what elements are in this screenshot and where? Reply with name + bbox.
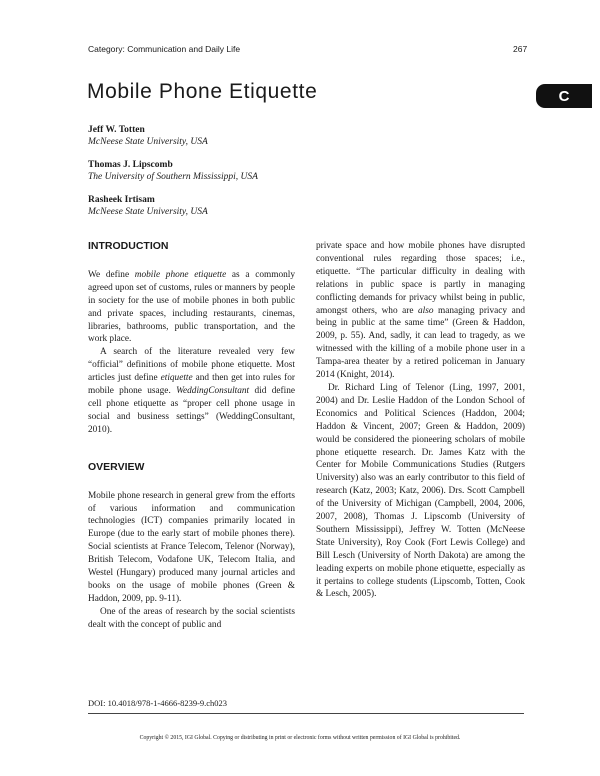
section-tab: C bbox=[536, 84, 592, 108]
right-paragraph-1: private space and how mobile phones have disrupted conventional rules regarding those spaces; i.e., etiquette. “The particular difficulty in dealing with relations in public space is partly in managing conflicting demands for privacy whilst being in public, amongst others, who are also managing privacy and being in public at the same time” (Green & Haddon, 2009, p. 55). And, sadly, it can lead to tragedy, as we witnessed with the killing of a mobile phone user in a Tampa-area theater by a retired policeman in January 2014 (Knight, 2014). bbox=[316, 241, 525, 381]
author-affiliation: McNeese State University, USA bbox=[88, 137, 208, 147]
author-name: Jeff W. Totten bbox=[88, 125, 145, 135]
introduction-paragraph-2: A search of the literature revealed very few “official” definitions of mobile phone etiquette. Most articles just define etiquette and then get into rules for mobile phone usage. WeddingConsultant did define cell phone etiquette as “proper cell phone usage in social and business settings” (WeddingConsultant, 2010). bbox=[88, 347, 295, 435]
doi: DOI: 10.4018/978-1-4666-8239-9.ch023 bbox=[88, 698, 228, 708]
overview-paragraph-2: One of the areas of research by the social scientists dealt with the concept of public and bbox=[88, 606, 295, 630]
overview-paragraph-1: Mobile phone research in general grew from the efforts of various information and communication technologies (ICT) companies primarily located in Europe (due to the early start of mobile phones there). Social scientists at France Telecom, Telenor (Norway), British Telecom, Vodafone UK, Telecom Italia, and Westel (Hungary) produced many journal articles and books on the usage of mobile phones (Green & Haddon, 2009, pp. 9-11). bbox=[88, 490, 295, 604]
author-name: Rasheek Irtisam bbox=[88, 195, 155, 205]
author-block bbox=[88, 194, 208, 218]
right-paragraph-2: Dr. Richard Ling of Telenor (Ling, 1997, 2001, 2004) and Dr. Leslie Haddon of the London School of Economics and Political Sciences (Haddon, 2004; Haddon & Vincent, 2007; Green & Haddon, 2009) would be considered the pioneering scholars of mobile phone etiquette research. Dr. James Katz with the Center for Mobile Communications Studies (Rutgers University) also was an early contributor to this field of research (Katz, 2003; Katz, 2006). Drs. Scott Campbell of the University of Michigan (Campbell, 2004, 2006, 2007, 2008), Thomas J. Lipscomb (University of Southern Mississippi), Jeffrey W. Totten (McNeese State University), Roy Cook (Fort Lewis College) and Bill Lesch (University of North Dakota) are among the leading experts on mobile phone etiquette, especially as it pertains to college students (Lipscomb, Totten, Cook & Lesch, 2005). bbox=[316, 382, 525, 600]
right-column bbox=[316, 240, 525, 601]
author-name: Thomas J. Lipscomb bbox=[88, 160, 173, 170]
running-header-category: Category: Communication and Daily Life bbox=[88, 44, 241, 54]
author-affiliation: The University of Southern Mississippi, USA bbox=[88, 172, 258, 182]
footer-divider bbox=[88, 713, 524, 714]
author-affiliation: McNeese State University, USA bbox=[88, 207, 208, 217]
left-column bbox=[88, 240, 295, 632]
article-title: Mobile Phone Etiquette bbox=[87, 80, 318, 103]
introduction-paragraph-1: We define mobile phone etiquette as a commonly agreed upon set of customs, rules or manners by people in society for the use of mobile phones in both public and private spaces, including restaurants, cinemas, libraries, bathrooms, public transportation, and the work place. bbox=[88, 269, 295, 345]
author-block bbox=[88, 124, 208, 148]
author-block bbox=[88, 159, 258, 183]
introduction-heading: INTRODUCTION bbox=[88, 240, 169, 252]
overview-heading: OVERVIEW bbox=[88, 460, 145, 473]
copyright-notice: Copyright © 2015, IGI Global. Copying or distributing in print or electronic forms without written permission of IGI Global is prohibited. bbox=[139, 735, 461, 741]
page-number: 267 bbox=[513, 44, 528, 54]
